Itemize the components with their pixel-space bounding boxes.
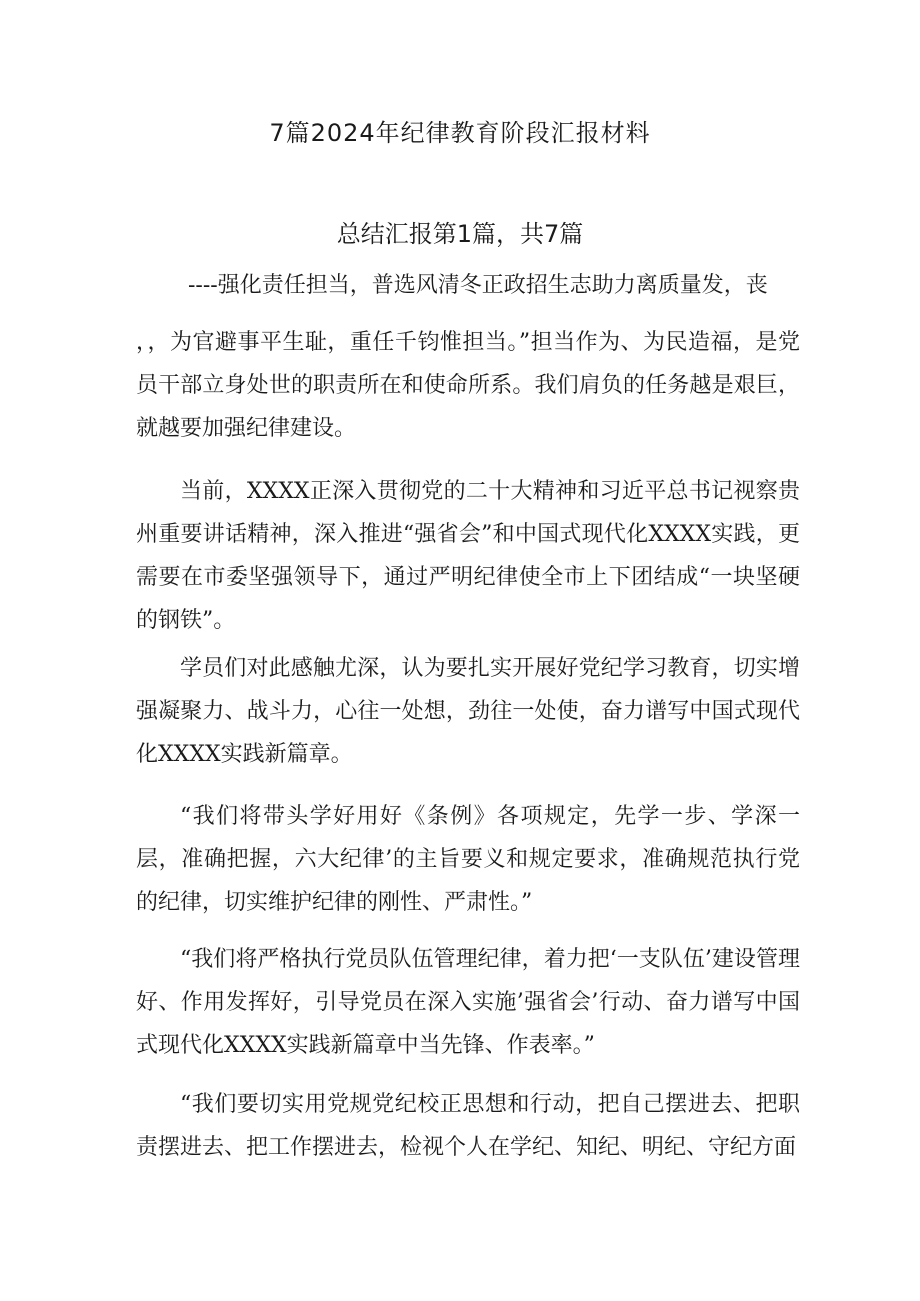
document-title: 7篇2024年纪律教育阶段汇报材料 <box>269 119 651 147</box>
paragraph: 学员们对此感触尤深，认为要扎实开展好党纪学习教育，切实增强凝聚力、战斗力，心往一处想，劲往一处使，奋力谱写中国式现代化XXXX实践新篇章。 <box>136 656 800 767</box>
paragraph: “我们将严格执行党员队伍管理纪律，着力把‘一支队伍’建设管理好、作用发挥好，引导党员在深入实施’强省会’行动、奋力谱写中国式现代化XXXX实践新篇章中当先锋、作表率。” <box>136 947 800 1058</box>
paragraph: ，，为官避事平生耻，重任千钧惟担当。”担当作为、为民造福，是党员干部立身处世的职责所在和使命所系。我们肩负的任务越是艰巨，就越要加强纪律建设。 <box>136 330 800 441</box>
paragraph: “我们要切实用党规党纪校正思想和行动，把自己摆进去、把职责摆进去、把工作摆进去，检视个人在学纪、知纪、明纪、守纪方面 <box>136 1092 800 1160</box>
document-subtitle: 总结汇报第1篇，共7篇 <box>336 220 584 248</box>
paragraph: 当前，XXXX正深入贯彻党的二十大精神和习近平总书记视察贵州重要讲话精神，深入推进“强省会”和中国式现代化XXXX实践，更需要在市委坚强领导下，通过严明纪律使全市上下团结成“一块坚硬的钢铁”。 <box>136 479 800 633</box>
paragraph: “我们将带头学好用好《条例》各项规定，先学一步、学深一层，准确把握，六大纪律’的主旨要义和规定要求，准确规范执行党的纪律，切实维护纪律的刚性、严肃性。” <box>136 804 800 915</box>
paragraph-lead: ----强化责任担当，普选风清冬正政招生志助力离质量发，丧 <box>188 273 768 298</box>
